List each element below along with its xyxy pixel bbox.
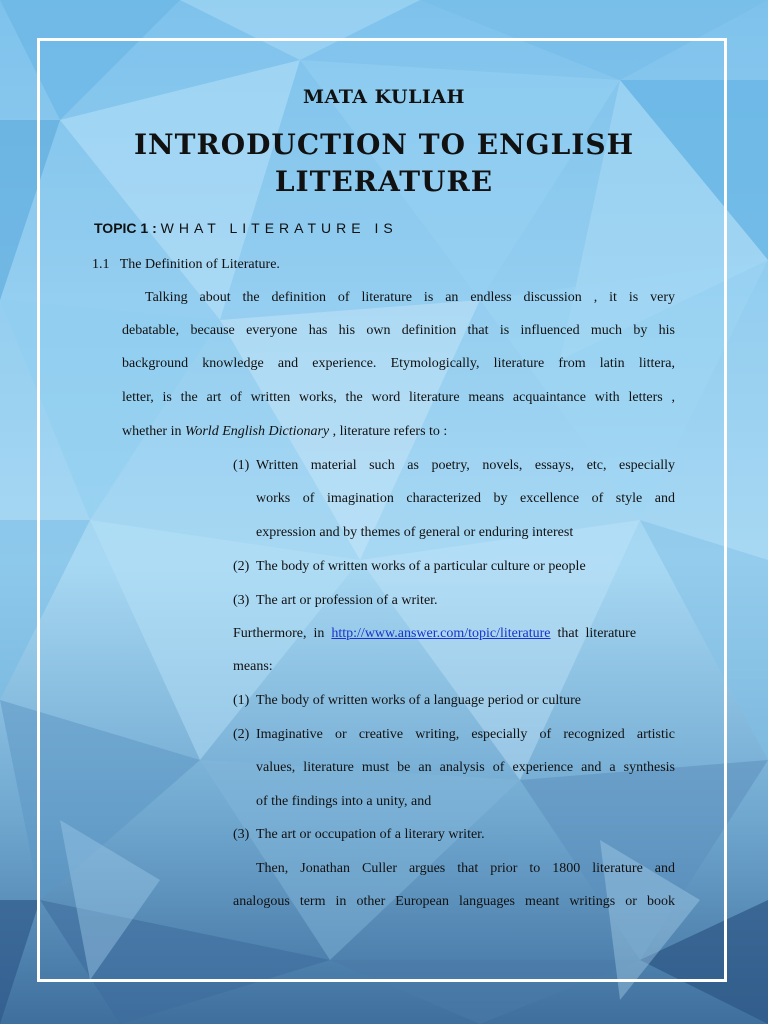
- section-number: 1.1: [92, 257, 110, 272]
- text-run: , literature refers to :: [329, 424, 448, 439]
- title-line-2: LITERATURE: [274, 165, 494, 198]
- list-number: (1): [233, 458, 250, 473]
- text-run: Furthermore, in: [233, 626, 332, 641]
- title-line-1: INTRODUCTION TO ENGLISH: [133, 128, 635, 161]
- text-run: whether in: [122, 424, 185, 439]
- course-label: MATA KULIAH: [302, 86, 466, 108]
- list-item-line: of the findings into a unity, and: [256, 794, 432, 809]
- paragraph-line: analogous term in other European languages meant writings or book: [233, 894, 675, 909]
- list-number: (2): [233, 727, 250, 742]
- list-item-line: values, literature must be an analysis of experience and a synthesis: [256, 760, 675, 775]
- paragraph-line: [233, 626, 675, 642]
- list-number: (1): [233, 693, 250, 708]
- list-number: (3): [233, 593, 250, 608]
- paragraph-line: Talking about the definition of literature is an endless discussion , it is very: [145, 290, 675, 305]
- dictionary-title: World English Dictionary: [184, 424, 330, 439]
- paragraph-line: Then, Jonathan Culler argues that prior to 1800 literature and: [256, 861, 675, 876]
- paragraph-line: letter, is the art of written works, the word literature means acquaintance with letters ,: [122, 390, 675, 405]
- list-item-line: Imaginative or creative writing, especially of recognized artistic: [256, 727, 675, 742]
- list-item-line: works of imagination characterized by excellence of style and: [256, 491, 675, 506]
- answers-link[interactable]: http://www.answer.com/topic/literature: [331, 626, 551, 641]
- paragraph-line: means:: [233, 659, 273, 674]
- list-item-line: Written material such as poetry, novels, essays, etc, especially: [256, 458, 675, 473]
- paragraph-line: background knowledge and experience. Etymologically, literature from latin littera,: [122, 356, 675, 371]
- list-item-line: The art or occupation of a literary writer.: [256, 827, 485, 842]
- list-item-line: expression and by themes of general or enduring interest: [256, 525, 574, 540]
- list-number: (2): [233, 559, 250, 574]
- list-item-line: The art or profession of a writer.: [256, 593, 438, 608]
- paragraph-line: [122, 424, 447, 440]
- list-number: (3): [233, 827, 250, 842]
- list-item-line: The body of written works of a particular culture or people: [256, 559, 586, 574]
- topic-heading: [94, 220, 398, 236]
- topic-text: WHAT LITERATURE IS: [160, 220, 398, 236]
- paragraph-line: debatable, because everyone has his own definition that is influenced much by his: [122, 323, 675, 338]
- list-item-line: The body of written works of a language period or culture: [256, 693, 582, 708]
- text-run: that literature: [550, 626, 637, 641]
- section-heading: [92, 257, 280, 273]
- document-title: [0, 126, 768, 200]
- section-title: The Definition of Literature.: [119, 257, 280, 272]
- topic-label: TOPIC 1 :: [94, 220, 157, 236]
